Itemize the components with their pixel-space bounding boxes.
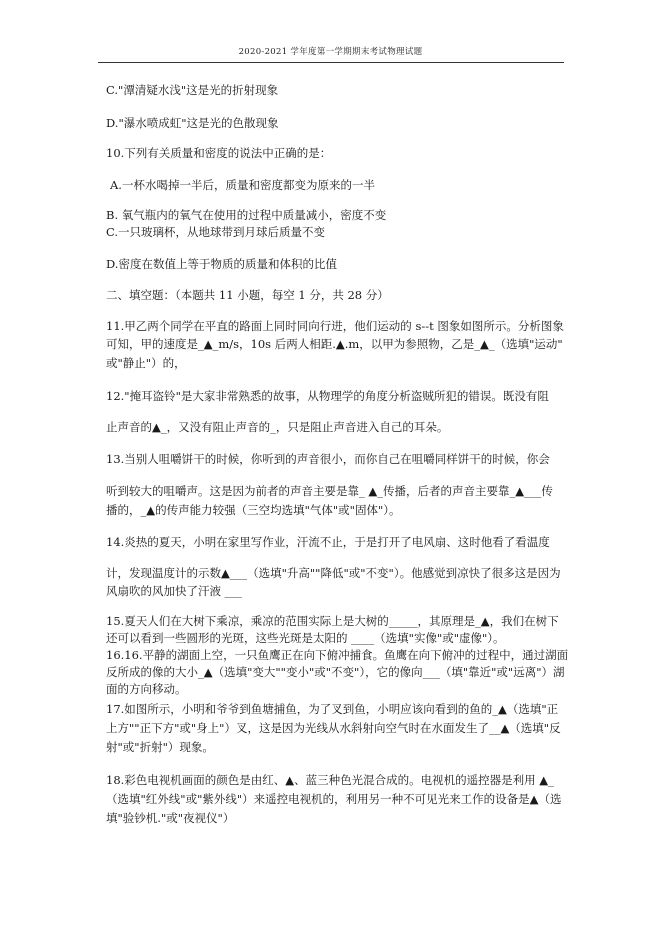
question-text-line: 反所成的像的大小_▲（选填"变大""变小"或"不变"），它的像向___（填"靠近"或"远离"）湖 — [106, 665, 565, 679]
question-text-line: （选填"红外线"或"紫外线"）来遥控电视机的，利用另一种不可见光来工作的设备是▲（选 — [106, 792, 562, 806]
question-text-line: 止声音的▲_，又没有阻止声音的_，只是阻止声音进入自己的耳朵。 — [106, 420, 449, 434]
question-text-line: 播的，_▲的传声能力较强（三空均选填"气体"或"固体"）。 — [106, 503, 401, 517]
question-text-line: 或"静止"）的， — [106, 356, 186, 370]
question-text-line: 11.甲乙两个同学在平直的路面上同时同向行进，他们运动的 s--t 图象如图所示。分析图象 — [106, 319, 564, 333]
option-line: C."潭清疑水浅"这是光的折射现象 — [106, 83, 279, 97]
question-text-line: 还可以看到一些圆形的光斑，这些光斑是太阳的 ____（选填"实像"或"虚像"）。 — [106, 631, 505, 645]
question-text-line: 16.16.平静的湖面上空，一只鱼鹰正在向下俯冲捕食。鱼鹰在向下俯冲的过程中，通过湖面 — [106, 648, 569, 662]
question-text-line: 风扇吹的风加快了汗液 ___ — [106, 584, 242, 598]
page-header: 2020-2021 学年度第一学期期末考试物理试题 — [238, 47, 423, 57]
question-text-line: 17.如图所示，小明和爷爷到鱼塘捕鱼，为了叉到鱼，小明应该向看到的鱼的_▲（选填"正 — [106, 702, 559, 716]
question-text-line: 计，发现温度计的示数▲___（选填"升高""降低"或"不变"）。他感觉到凉快了很多这是因为 — [106, 566, 561, 580]
option-line: A.一杯水喝掉一半后，质量和密度都变为原来的一半 — [110, 178, 375, 192]
question-text-line: 可知，甲的速度是_▲_m/s，10s 后两人相距.▲.m，以甲为参照物，乙是_▲_（选填"运动" — [106, 337, 563, 351]
question-text-line: 填"验钞机."或"夜视仪"） — [106, 811, 235, 825]
option-line: C.一只玻璃杯，从地球带到月球后质量不变 — [106, 225, 326, 239]
question-text-line: 上方""正下方"或"身上"）叉，这是因为光线从水斜射向空气时在水面发生了__▲（选填"反 — [106, 721, 561, 735]
question-text-line: 15.夏天人们在大树下乘凉，乘凉的范围实际上是大树的_____，其原理是_▲，我们在树下 — [106, 614, 559, 628]
option-line: D.密度在数值上等于物质的质量和体积的比值 — [106, 257, 337, 271]
section-heading: 二、填空题：（本题共 11 小题，每空 1 分，共 28 分） — [106, 288, 389, 302]
question-text-line: 面的方向移动。 — [106, 682, 187, 696]
header-divider — [98, 62, 564, 63]
question-text-line: 听到较大的咀嚼声。这是因为前者的声音主要是靠_ ▲_传播，后者的声音主要靠_▲___传 — [106, 484, 553, 498]
question-text-line: 18.彩色电视机画面的颜色是由红、▲、蓝三种色光混合成的。电视机的遥控器是利用 ▲_ — [106, 773, 554, 787]
question-text-line: 13.当别人咀嚼饼干的时候，你听到的声音很小，而你自己在咀嚼同样饼干的时候，你会 — [106, 452, 550, 466]
question-10-stem: 10.下列有关质量和密度的说法中正确的是： — [106, 146, 332, 160]
question-text-line: 14.炎热的夏天，小明在家里写作业，汗流不止，于是打开了电风扇、这时他看了看温度 — [106, 535, 550, 549]
question-text-line: 射"或"折射"）现象。 — [106, 740, 214, 754]
option-line: D."瀑水喷成虹"这是光的色散现象 — [106, 116, 279, 130]
question-text-line: 12."掩耳盗铃"是大家非常熟悉的故事，从物理学的角度分析盗贼所犯的错误。既没有阻 — [106, 389, 549, 403]
option-line: B. 氧气瓶内的氧气在使用的过程中质量减小，密度不变 — [106, 208, 387, 222]
